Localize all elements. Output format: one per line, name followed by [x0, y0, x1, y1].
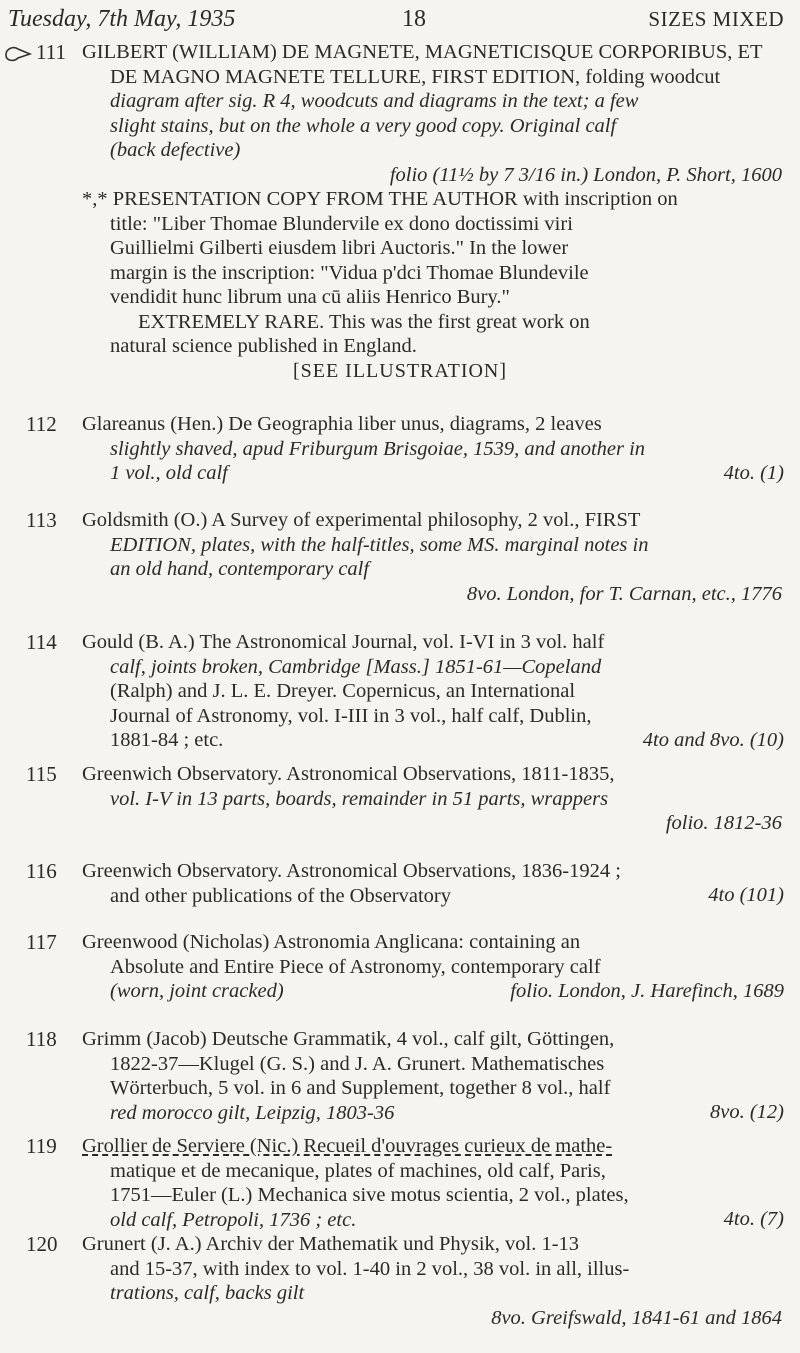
lot-line: Greenwood (Nicholas) Astronomia Anglicana: containing an	[82, 931, 581, 953]
lot-line: GILBERT (WILLIAM) DE MAGNETE, MAGNETICISQUE CORPORIBUS, ET	[82, 41, 763, 63]
lot-line: and 15-37, with index to vol. 1-40 in 2 vol., 38 vol. in all, illus-	[110, 1257, 630, 1280]
lot-note-line: margin is the inscription: "Vidua p'dci Thomae Blundevile	[110, 261, 589, 284]
section-title: SIZES MIXED	[648, 7, 784, 31]
lot-place: 4to. (1)	[723, 462, 784, 484]
page-number: 18	[402, 6, 426, 32]
lot-line: Grimm (Jacob) Deutsche Grammatik, 4 vol., calf gilt, Göttingen,	[82, 1028, 615, 1050]
lot-note-line: Guillielmi Gilberti eiusdem libri Auctoris." In the lower	[110, 237, 569, 259]
lot-line: diagram after sig. R 4, woodcuts and diagrams in the text; a few	[110, 90, 639, 112]
lot-line: 1822-37—Klugel (G. S.) and J. A. Grunert. Mathematisches	[110, 1052, 605, 1075]
lot-line: red morocco gilt, Leipzig, 1803-36	[110, 1101, 395, 1124]
lot-note-line: EXTREMELY RARE. This was the first great work on	[138, 310, 590, 333]
lot-place: 8vo. Greifswald, 1841-61 and 1864	[491, 1306, 782, 1329]
lot-line: Greenwich Observatory. Astronomical Observations, 1811-1835,	[82, 763, 615, 785]
lot-description	[82, 508, 782, 606]
see-illustration-note: [SEE ILLUSTRATION]	[292, 360, 508, 382]
lot-place: 8vo. London, for T. Carnan, etc., 1776	[466, 582, 782, 605]
lot-line: 1751—Euler (L.) Mechanica sive motus scientia, 2 vol., plates,	[110, 1184, 629, 1206]
lot-line: Gould (B. A.) The Astronomical Journal, vol. I-VI in 3 vol. half	[82, 631, 605, 653]
lot-line: and other publications of the Observatory	[110, 884, 452, 907]
lot-place: 4to and 8vo. (10)	[642, 729, 784, 751]
lot-line: slight stains, but on the whole a very good copy. Original calf	[110, 114, 617, 137]
lot-note-line: *,* PRESENTATION COPY FROM THE AUTHOR with inscription on	[82, 188, 678, 210]
lot-place: 4to (101)	[708, 884, 784, 906]
lot-number: 114	[26, 630, 57, 654]
lot-description	[82, 762, 782, 836]
lot-line: Absolute and Entire Piece of Astronomy, contemporary calf	[110, 955, 601, 978]
lot-note-line: natural science published in England.	[110, 335, 417, 357]
lot-line: (back defective)	[110, 139, 241, 161]
page-header	[8, 2, 792, 36]
lot-description	[82, 1134, 782, 1232]
lot-line: trations, calf, backs gilt	[110, 1282, 305, 1304]
lot-number: 115	[26, 762, 57, 786]
lot-place: 8vo. (12)	[709, 1101, 784, 1123]
lot-number: 113	[26, 508, 57, 532]
lot-line: 1 vol., old calf	[110, 462, 228, 484]
lot-line: 1881-84 ; etc.	[110, 729, 224, 751]
lot-line: vol. I-V in 13 parts, boards, remainder in 51 parts, wrappers	[110, 787, 609, 810]
lot-line: slightly shaved, apud Friburgum Brisgoiae, 1539, and another in	[110, 437, 646, 460]
lot-number: 119	[26, 1134, 57, 1158]
lot-note-line: title: "Liber Thomae Blundervile ex dono doctissimi viri	[110, 212, 573, 235]
lot-line: (worn, joint cracked)	[110, 980, 284, 1002]
lot-number: 120	[26, 1232, 58, 1256]
lot-line: Greenwich Observatory. Astronomical Observations, 1836-1924 ;	[82, 860, 621, 882]
lot-place: folio. 1812-36	[665, 812, 782, 834]
lot-description	[82, 859, 782, 908]
lot-number: 112	[26, 412, 57, 436]
lot-line: Grollier de Serviere (Nic.) Recueil d'ouvrages curieux de mathe-	[82, 1135, 613, 1157]
lot-place: folio. London, J. Harefinch, 1689	[510, 980, 784, 1002]
lot-place: 4to. (7)	[723, 1208, 784, 1230]
lot-line: EDITION, plates, with the half-titles, some MS. marginal notes in	[110, 533, 649, 556]
lot-description	[82, 1027, 782, 1125]
lot-number: 111	[36, 40, 66, 64]
lot-line: Grunert (J. A.) Archiv der Mathematik und Physik, vol. 1-13	[82, 1233, 580, 1255]
lot-line: old calf, Petropoli, 1736 ; etc.	[110, 1208, 357, 1231]
lot-line: DE MAGNO MAGNETE TELLURE, FIRST EDITION, folding woodcut	[110, 65, 721, 88]
lot-line: calf, joints broken, Cambridge [Mass.] 1851-61—Copeland	[110, 655, 602, 678]
lot-line: matique et de mecanique, plates of machines, old calf, Paris,	[110, 1159, 606, 1182]
lot-description	[82, 412, 782, 486]
lot-number: 117	[26, 930, 57, 954]
lot-line: an old hand, contemporary calf	[110, 558, 370, 580]
lot-line: Journal of Astronomy, vol. I-III in 3 vol., half calf, Dublin,	[110, 704, 592, 727]
lot-place: folio (11½ by 7 3/16 in.) London, P. Short, 1600	[389, 163, 782, 186]
lot-number: 116	[26, 859, 57, 883]
lot-line: Glareanus (Hen.) De Geographia liber unus, diagrams, 2 leaves	[82, 413, 602, 435]
lot-number: 118	[26, 1027, 57, 1051]
lot-line: Wörterbuch, 5 vol. in 6 and Supplement, together 8 vol., half	[110, 1077, 611, 1099]
lot-note-line: vendidit hunc librum una cū aliis Henrico Bury."	[110, 286, 510, 308]
sale-date: Tuesday, 7th May, 1935	[8, 6, 236, 32]
pointing-hand-icon	[4, 42, 32, 68]
lot-description	[82, 1232, 782, 1330]
lot-line: Goldsmith (O.) A Survey of experimental philosophy, 2 vol., FIRST	[82, 509, 641, 531]
lot-description	[82, 40, 782, 359]
lot-line: (Ralph) and J. L. E. Dreyer. Copernicus, an International	[110, 680, 576, 702]
